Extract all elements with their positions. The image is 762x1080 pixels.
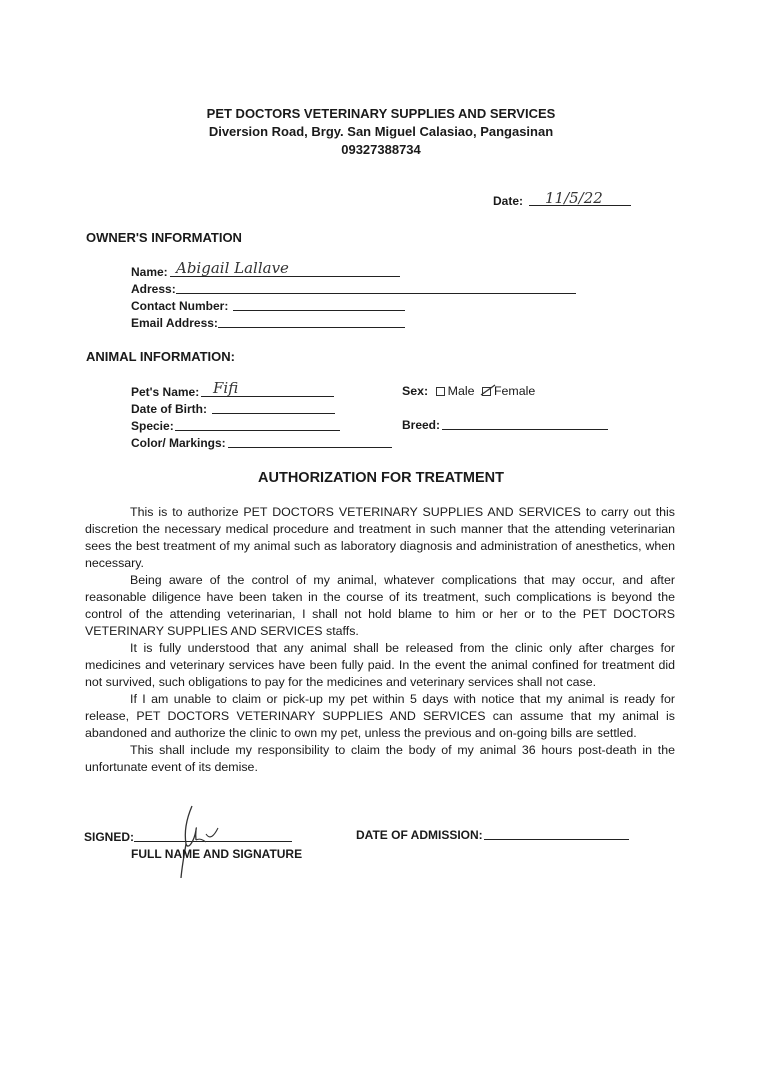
color-markings-label: Color/ Markings: — [131, 436, 226, 450]
dob-field-line[interactable] — [212, 413, 335, 414]
pet-name-label: Pet's Name: — [131, 385, 200, 399]
color-markings-field-line[interactable] — [228, 447, 392, 448]
breed-field-line[interactable] — [442, 429, 608, 430]
pet-name-value: Fifi — [213, 379, 239, 397]
date-value: 11/5/22 — [545, 189, 603, 207]
signature-mark — [170, 800, 240, 882]
signed-label: SIGNED: — [84, 830, 135, 844]
email-field-line[interactable] — [218, 327, 405, 328]
check-mark-icon — [480, 384, 496, 396]
date-of-admission-label: DATE OF ADMISSION: — [356, 828, 483, 842]
owner-name-value: Abigail Lallave — [176, 259, 289, 277]
clinic-address: Diversion Road, Brgy. San Miguel Calasiao, Pangasinan — [208, 124, 554, 139]
authorization-paragraph: If I am unable to claim or pick-up my pet within 5 days with notice that my animal is ready for release, PET DOCTORS VETERINARY SUPPLIES AND SERVICES can assume that my animal is abandoned and authorize the clinic to own my pet, unless the previous and on-going bills are settled. — [85, 692, 675, 740]
address-field-line[interactable] — [176, 293, 576, 294]
female-option-label: Female — [493, 384, 536, 398]
clinic-phone: 09327388734 — [341, 142, 421, 157]
male-checkbox[interactable] — [436, 387, 445, 396]
name-label: Name: — [131, 265, 168, 279]
contact-field-line[interactable] — [233, 310, 405, 311]
dob-label: Date of Birth: — [131, 402, 207, 416]
specie-field-line[interactable] — [175, 430, 340, 431]
authorization-paragraph: This shall include my responsibility to claim the body of my animal 36 hours post-death in the unfortunate event of its demise. — [85, 743, 675, 774]
date-label: Date: — [493, 194, 524, 208]
authorization-paragraph: Being aware of the control of my animal, whatever complications that may occur, and after reasonable diligence have been taken in the course of its treatment, such complications is beyond the control of the attending veterinarian, I shall not hold blame to him or her or to the PET DOCTORS VETERINARY SUPPLIES AND SERVICES staffs. — [85, 573, 675, 638]
specie-label: Specie: — [131, 419, 174, 433]
clinic-name: PET DOCTORS VETERINARY SUPPLIES AND SERVICES — [206, 106, 556, 121]
owner-section-title: OWNER'S INFORMATION — [86, 230, 242, 245]
breed-label: Breed: — [402, 418, 441, 432]
full-name-signature-label: FULL NAME AND SIGNATURE — [131, 847, 303, 861]
authorization-title: AUTHORIZATION FOR TREATMENT — [258, 470, 504, 486]
contact-label: Contact Number: — [131, 299, 229, 313]
email-label: Email Address: — [131, 316, 218, 330]
authorization-paragraph: It is fully understood that any animal shall be released from the clinic only after charges for medicines and veterinary services have been fully paid. In the event the animal confined for treatment did not survived, such obligations to pay for the medicines and veterinary services shall not case. — [85, 641, 675, 689]
female-checkbox[interactable] — [482, 387, 491, 396]
address-label: Adress: — [131, 282, 176, 296]
male-option-label: Male — [447, 384, 475, 398]
authorization-body — [85, 504, 675, 776]
date-of-admission-field-line[interactable] — [484, 839, 629, 840]
sex-label: Sex: — [402, 384, 429, 398]
animal-section-title: ANIMAL INFORMATION: — [86, 349, 235, 364]
authorization-paragraph: This is to authorize PET DOCTORS VETERINARY SUPPLIES AND SERVICES to carry out this discretion the necessary medical procedure and treatment in such manner that the attending veterinarian sees the best treatment of my animal such as laboratory diagnosis and administration of anesthetics, when necessary. — [85, 505, 675, 570]
sex-field — [402, 384, 535, 398]
